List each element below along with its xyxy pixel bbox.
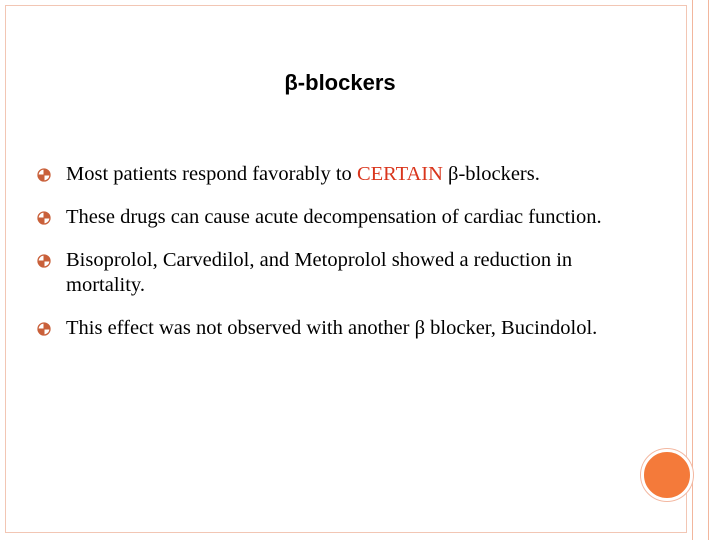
bullet-item: [37, 316, 647, 341]
corner-dot: [641, 449, 693, 501]
bullet-accent-text: CERTAIN: [356, 163, 443, 185]
decorative-rail: [708, 0, 709, 540]
bullet-text: This effect was not observed with another β blocker, Bucindolol.: [66, 317, 598, 339]
bullet-text: These drugs can cause acute decompensation of cardiac function.: [66, 206, 602, 228]
bullet-list: [37, 162, 647, 341]
decorative-rail: [692, 0, 693, 540]
pinwheel-icon: [37, 211, 51, 225]
bullet-text: Bisoprolol, Carvedilol, and Metoprolol showed a reduction in mortality.: [66, 249, 573, 296]
bullet-text-end: β-blockers.: [442, 163, 540, 185]
pinwheel-icon: [37, 254, 51, 268]
bullet-item: [37, 248, 647, 298]
slide-title: β-blockers: [284, 70, 396, 95]
bullet-item: [37, 205, 647, 230]
bullet-text-start: Most patients respond favorably to: [66, 163, 357, 185]
bullet-item: [37, 162, 647, 187]
pinwheel-icon: [37, 322, 51, 336]
pinwheel-icon: [37, 168, 51, 182]
